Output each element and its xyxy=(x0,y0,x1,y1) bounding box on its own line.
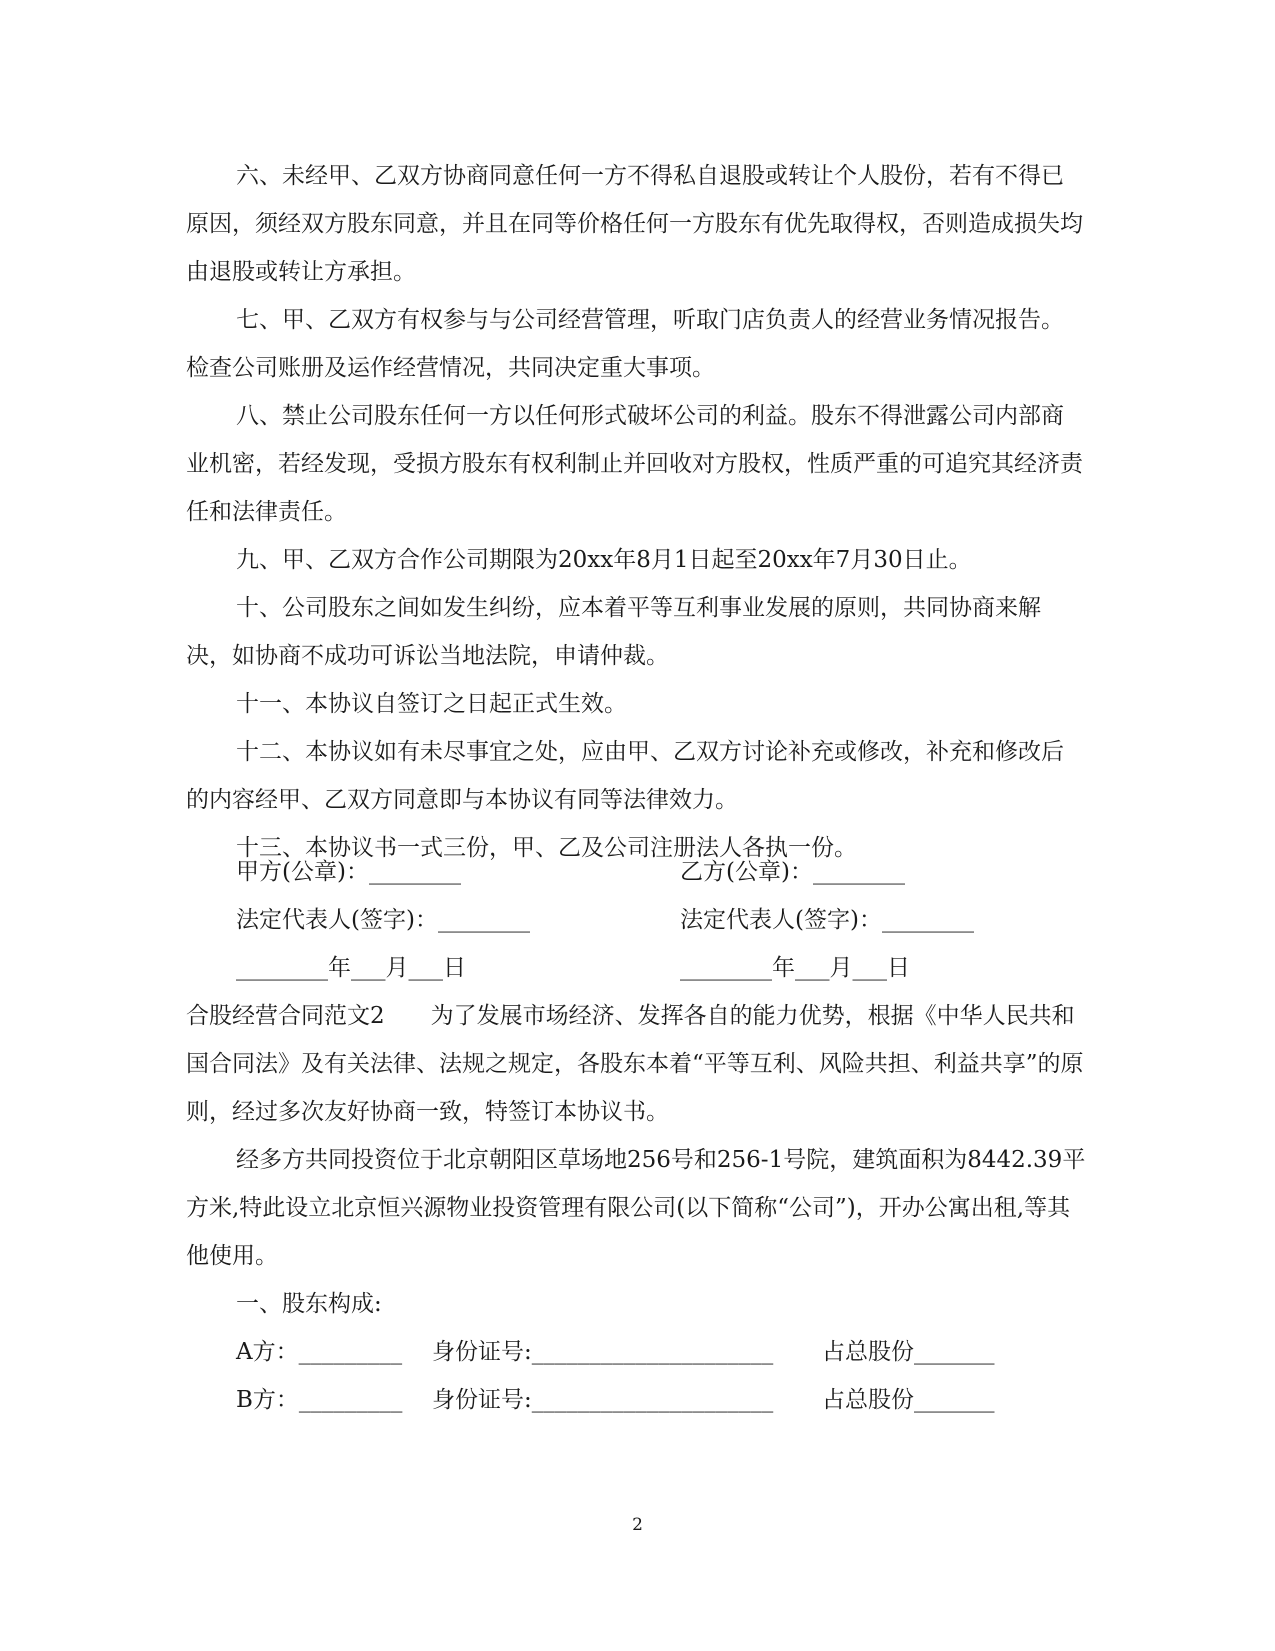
shareholder-a-name: A方：_________ xyxy=(236,1339,403,1365)
section-shareholders-title: 一、股东构成: xyxy=(236,1291,382,1317)
clause-6: 六、未经甲、乙双方协商同意任何一方不得私自退股或转让个人股份，若有不得已原因，须经双方股东同意，并且在同等价格任何一方股东有优先取得权，否则造成损失均由退股或转让方承担。 xyxy=(186,163,1083,285)
clause-12: 十二、本协议如有未尽事宜之处，应由甲、乙双方讨论补充或修改，补充和修改后的内容经甲、乙双方同意即与本协议有同等法律效力。 xyxy=(186,739,1064,813)
clause-8: 八、禁止公司股东任何一方以任何形式破坏公司的利益。股东不得泄露公司内部商业机密，若经发现，受损方股东有权利制止并回收对方股权，性质严重的可追究其经济责任和法律责任。 xyxy=(186,403,1083,525)
shareholder-b-name: B方：_________ xyxy=(236,1387,403,1413)
clause-10: 十、公司股东之间如发生纠纷，应本着平等互利事业发展的原则，共同协商来解决，如协商不成功可诉讼当地法院，申请仲裁。 xyxy=(186,595,1041,669)
shareholder-b-id: 身份证号:_____________________ xyxy=(432,1387,774,1413)
shareholder-a-id: 身份证号:_____________________ xyxy=(432,1339,774,1365)
clause-13: 十三、本协议书一式三份，甲、乙及公司注册法人各执一份。 xyxy=(236,835,857,861)
party-a-date: ________年___月___日 xyxy=(236,955,466,981)
party-a-representative: 法定代表人(签字)：________ xyxy=(236,907,530,933)
clauses-block xyxy=(186,152,1086,872)
clause-7: 七、甲、乙双方有权参与与公司经营管理，听取门店负责人的经营业务情况报告。检查公司账册及运作经营情况，共同决定重大事项。 xyxy=(186,307,1064,381)
party-b-seal: 乙方(公章)：________ xyxy=(680,859,905,885)
party-b-date: ________年___月___日 xyxy=(680,955,910,981)
shareholder-b-share: 占总股份_______ xyxy=(822,1387,995,1413)
clause-11: 十一、本协议自签订之日起正式生效。 xyxy=(236,691,627,717)
shareholder-a-share: 占总股份_______ xyxy=(822,1339,995,1365)
party-a-seal: 甲方(公章)：________ xyxy=(236,859,461,885)
second-contract-intro: 合股经营合同范文2 为了发展市场经济、发挥各自的能力优势，根据《中华人民共和国合同法》及有关法律、法规之规定，各股东本着“平等互利、风险共担、利益共享”的原则，经过多次友好协商一致，特签订本协议书。 xyxy=(186,1003,1084,1125)
second-contract-block xyxy=(186,992,1086,1328)
clause-9: 九、甲、乙双方合作公司期限为20xx年8月1日起至20xx年7月30日止。 xyxy=(236,547,972,573)
party-b-representative: 法定代表人(签字)：________ xyxy=(680,907,974,933)
page-number: 2 xyxy=(632,1515,643,1535)
investment-paragraph: 经多方共同投资位于北京朝阳区草场地256号和256-1号院，建筑面积为8442.39平方米,特此设立北京恒兴源物业投资管理有限公司(以下简称“公司”)，开办公寓出租,等其他使用。 xyxy=(186,1147,1086,1269)
